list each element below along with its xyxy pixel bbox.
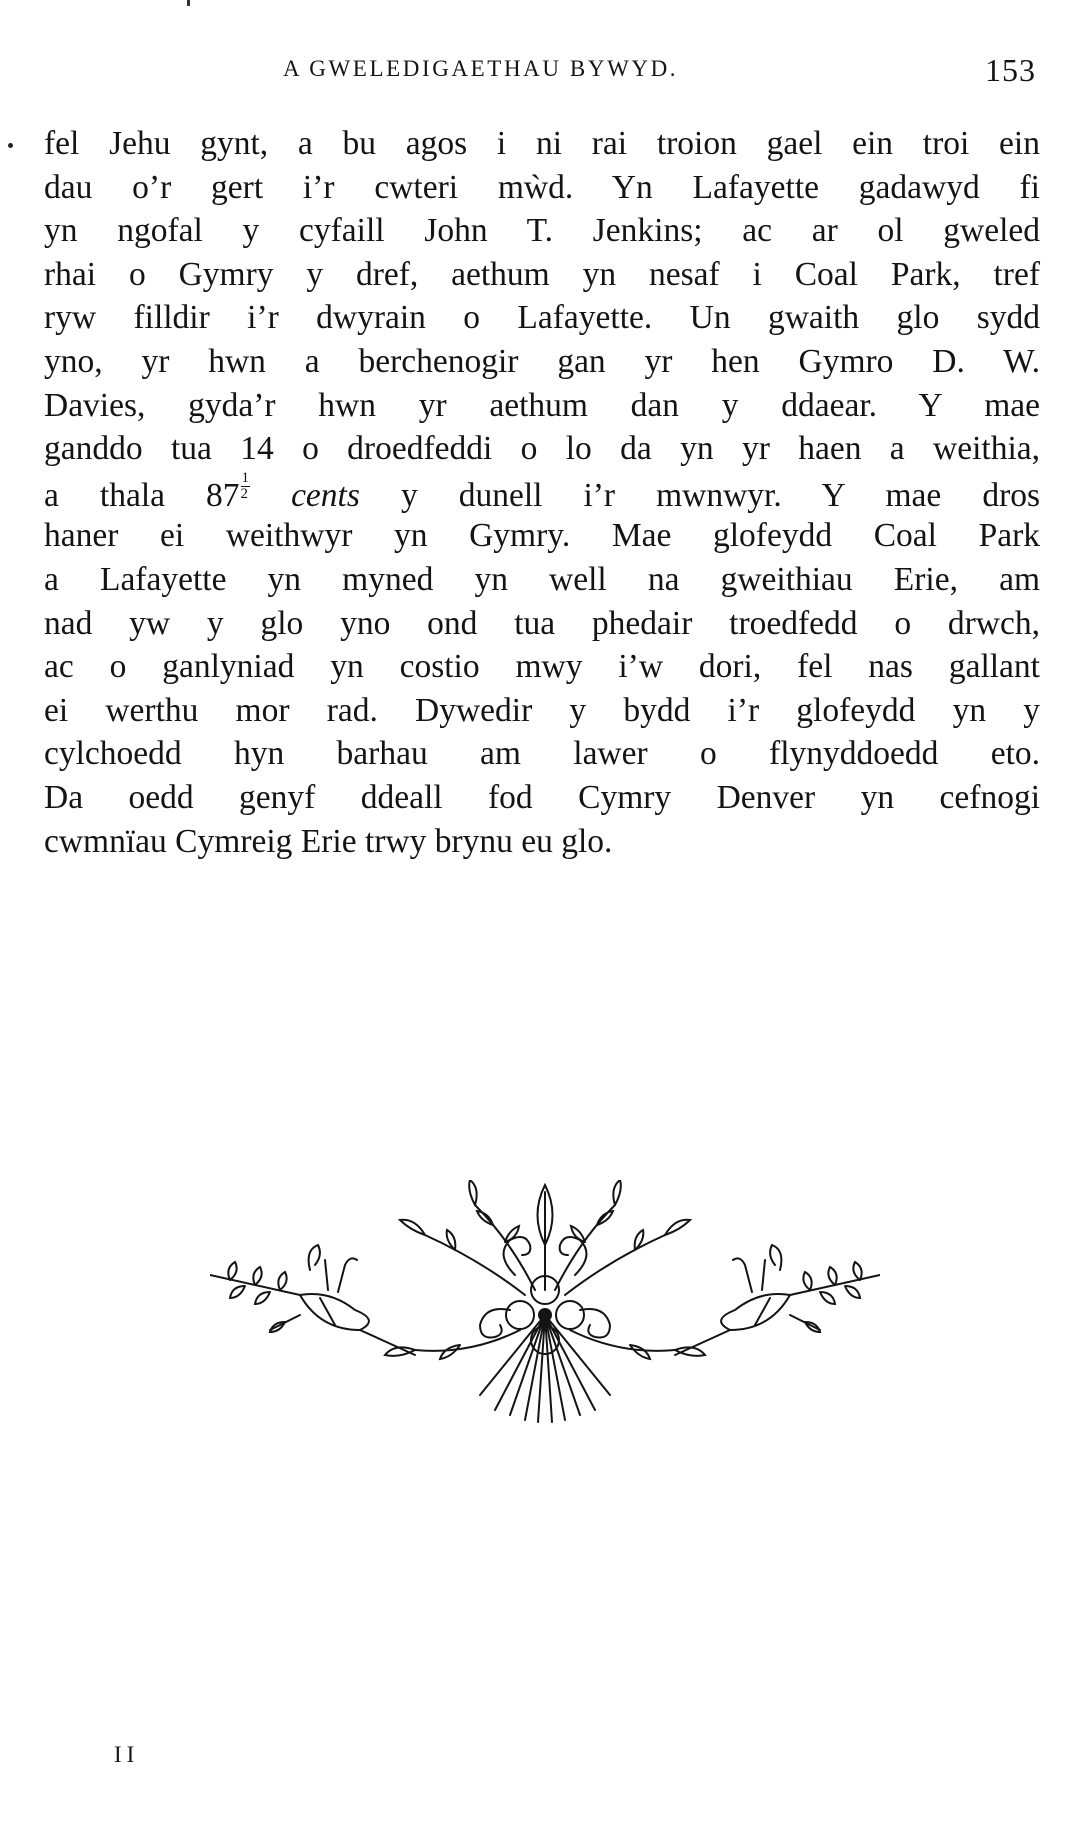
floral-tailpiece-icon bbox=[210, 1180, 880, 1440]
text-line: fel Jehu gynt, a bu agos i ni rai troion gael ein troi ein bbox=[44, 125, 1040, 162]
text-line: yn ngofal y cyfaill John T. Jenkins; ac ar ol gweled bbox=[44, 212, 1040, 250]
radiating-lines bbox=[480, 1315, 610, 1422]
text-line-with-fraction bbox=[44, 471, 1040, 515]
running-title: A GWELEDIGAETHAU BYWYD. bbox=[283, 56, 679, 81]
text-line: ganddo tua 14 o droedfeddi o lo da yn yr haen a weithia, bbox=[44, 430, 1040, 468]
text-line: haner ei weithwyr yn Gymry. Mae glofeydd Coal Park bbox=[44, 517, 1040, 555]
line-start: a thala 87 bbox=[44, 476, 240, 514]
text-line: dau o’r gert i’r cwteri mẁd. Yn Lafayette gadawyd fi bbox=[44, 168, 1040, 206]
fraction bbox=[241, 471, 251, 502]
body-paragraph bbox=[44, 122, 1040, 863]
text-line: yno, yr hwn a berchenogir gan yr hen Gymro D. W. bbox=[44, 342, 1040, 380]
text-line: rhai o Gymry y dref, aethum yn nesaf i Coal Park, tref bbox=[44, 255, 1040, 293]
page-number: 153 bbox=[985, 52, 1036, 88]
text-line: Da oedd genyf ddeall fod Cymry Denver yn cefnogi bbox=[44, 778, 1040, 816]
text-line: a Lafayette yn myned yn well na gweithiau Erie, am bbox=[44, 560, 1040, 598]
text-line: Davies, gyda’r hwn yr aethum dan y ddaear. Y mae bbox=[44, 386, 1040, 424]
line-end: y dunell i’r mwnwyr. Y mae dros bbox=[400, 476, 1041, 514]
italic-word: cents bbox=[291, 476, 360, 514]
text-line: ei werthu mor rad. Dywedir y bydd i’r glofeydd yn y bbox=[44, 691, 1040, 729]
fraction-denominator: 2 bbox=[240, 485, 249, 502]
fraction-numerator: 1 bbox=[241, 469, 250, 486]
margin-dot bbox=[8, 143, 13, 148]
text-line-last: cwmnïau Cymreig Erie trwy brynu eu glo. bbox=[44, 822, 613, 860]
top-edge-mark bbox=[187, 0, 190, 6]
text-line: cylchoedd hyn barhau am lawer o flynyddoedd eto. bbox=[44, 735, 1040, 773]
signature-mark: II bbox=[114, 1742, 140, 1767]
text-line: ac o ganlyniad yn costio mwy i’w dori, fel nas gallant bbox=[44, 648, 1040, 686]
running-head bbox=[0, 52, 1085, 92]
text-line: nad yw y glo yno ond tua phedair troedfedd o drwch, bbox=[44, 604, 1040, 642]
text-line: ryw filldir i’r dwyrain o Lafayette. Un gwaith glo sydd bbox=[44, 299, 1040, 337]
